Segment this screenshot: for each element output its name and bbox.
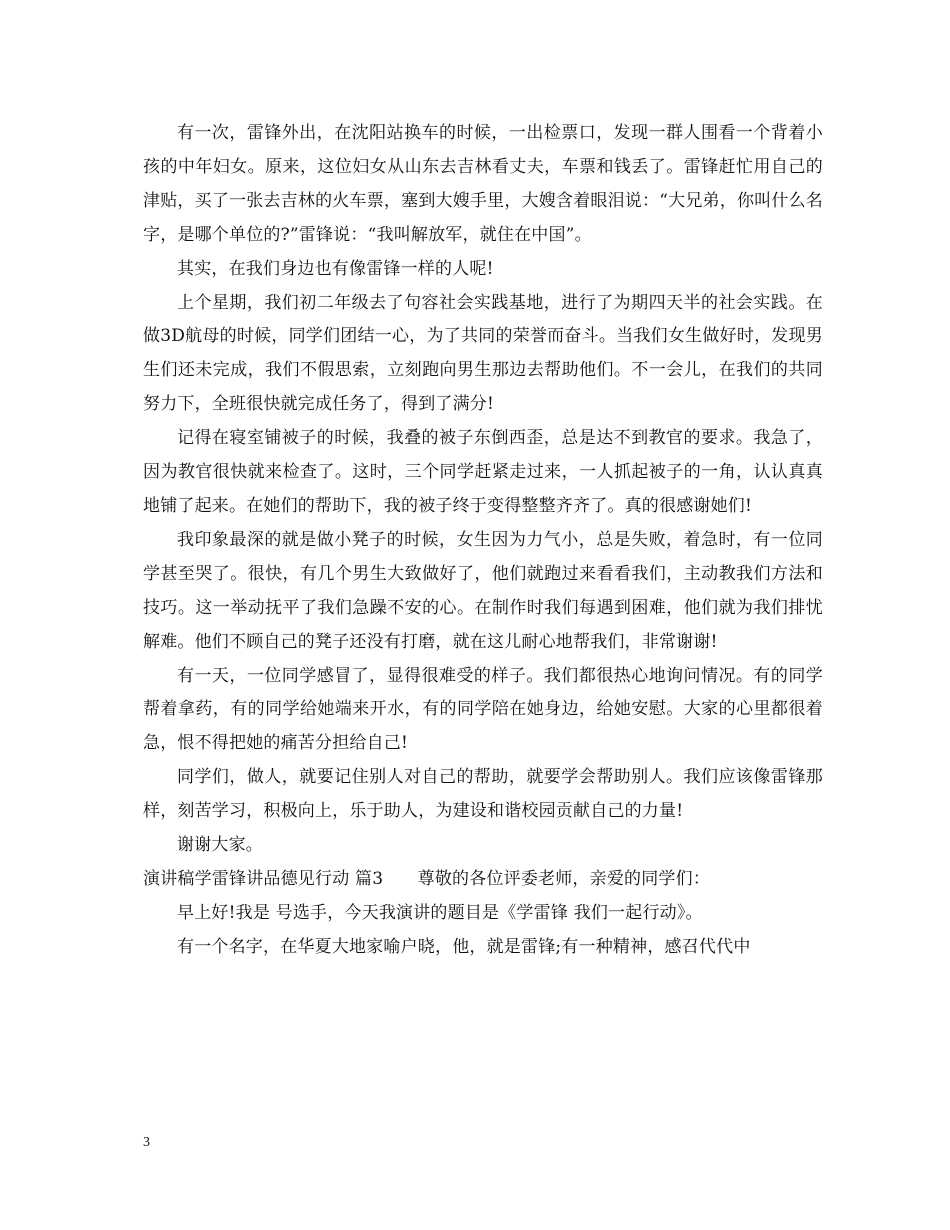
paragraph-lei-feng-station: 有一次，雷锋外出，在沈阳站换车的时候，一出检票口，发现一群人围看一个背着小孩的中年妇女。原来，这位妇女从山东去吉林看丈夫，车票和钱丢了。雷锋赶忙用自己的津贴，买了一张去吉林的火车票，塞到大嫂手里，大嫂含着眼泪说：“大兄弟，你叫什么名字，是哪个单位的?”雷锋说：“我叫解放军，就住在中国”。	[143, 123, 823, 245]
paragraph-small-stool: 我印象最深的就是做小凳子的时候，女生因为力气小，总是失败，着急时，有一位同学甚至哭了。很快，有几个男生大致做好了，他们就跑过来看看我们，主动教我们方法和技巧。这一举动抚平了我们急躁不安的心。在制作时我们每遇到困难，他们就为我们排忧解难。他们不顾自己的凳子还没有打磨，就在这儿耐心地帮我们，非常谢谢!	[143, 529, 823, 652]
section-heading: 演讲稿学雷锋讲品德见行动 篇3 尊敬的各位评委老师，亲爱的同学们：	[143, 868, 711, 889]
document-body	[143, 117, 823, 965]
paragraph-conclusion: 同学们，做人，就要记住别人对自己的帮助，就要学会帮助别人。我们应该像雷锋那样，刻苦学习，积极向上，乐于助人，为建设和谐校园贡献自己的力量!	[143, 767, 823, 822]
paragraph-classmate-cold: 有一天，一位同学感冒了，显得很难受的样子。我们都很热心地询问情况。有的同学帮着拿药，有的同学给她端来开水，有的同学陪在她身边，给她安慰。大家的心里都很着急，恨不得把她的痛苦分担给自己!	[143, 665, 823, 754]
paragraph-dorm-quilt: 记得在寝室铺被子的时候，我叠的被子东倒西歪，总是达不到教官的要求。我急了，因为教官很快就来检查了。这时，三个同学赶紧走过来，一人抓起被子的一角，认认真真地铺了起来。在她们的帮助下，我的被子终于变得整整齐齐了。真的很感谢她们!	[143, 428, 823, 516]
paragraph-practice-base: 上个星期，我们初二年级去了句容社会实践基地，进行了为期四天半的社会实践。在做3D航母的时候，同学们团结一心，为了共同的荣誉而奋斗。当我们女生做好时，发现男生们还未完成，我们不假思索，立刻跑向男生那边去帮助他们。不一会儿，在我们的共同努力下，全班很快就完成任务了，得到了满分!	[143, 292, 823, 415]
paragraph-thanks: 谢谢大家。	[177, 835, 263, 856]
paragraph-name-famous: 有一个名字，在华夏大地家喻户晓，他，就是雷锋;有一种精神，感召代代中	[177, 936, 751, 957]
page-number: 3	[143, 1135, 150, 1150]
paragraph-greeting: 早上好!我是 号选手，今天我演讲的题目是《学雷锋 我们一起行动》。	[177, 902, 703, 923]
paragraph-people-around-us: 其实，在我们身边也有像雷锋一样的人呢!	[177, 258, 494, 279]
